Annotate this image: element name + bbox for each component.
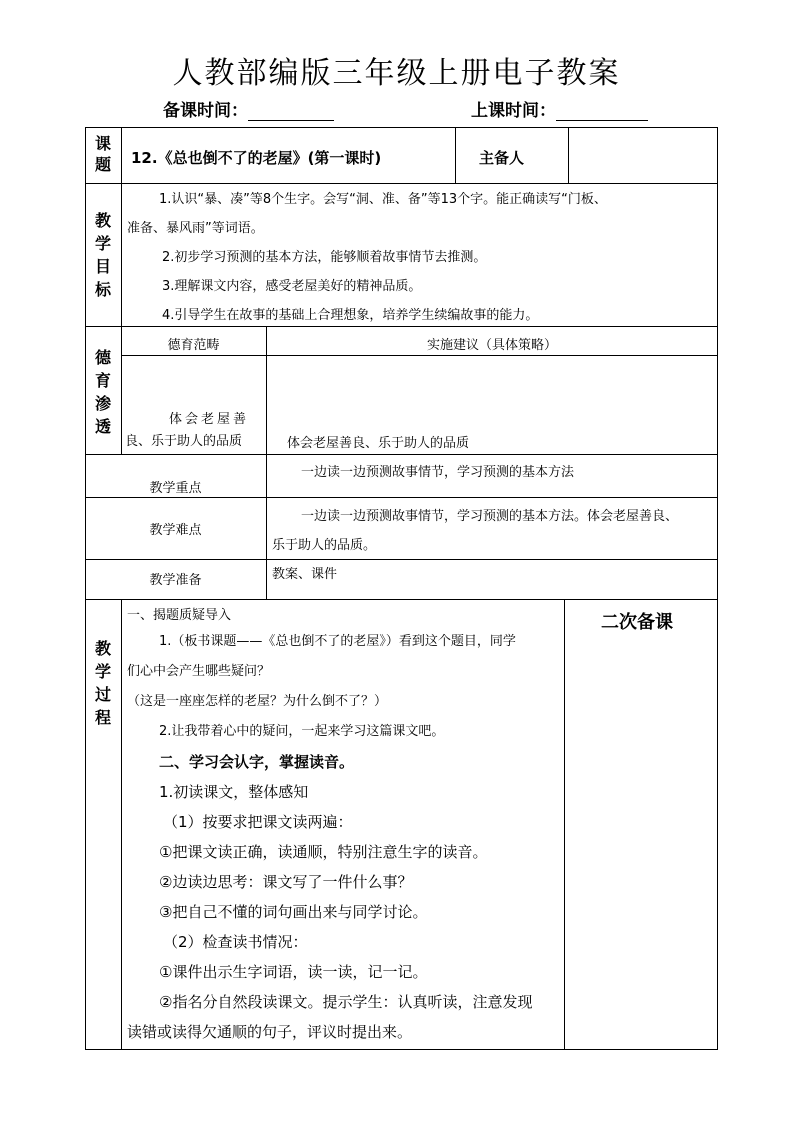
topic-label: 课 题 [94, 134, 111, 174]
goals-content [127, 185, 717, 330]
process-line: （1）按要求把课文读两遍： [163, 813, 353, 831]
process-line: （2）检查读书情况： [163, 933, 308, 951]
moral-col2-value: 体会老屋善良、乐于助人的品质 [287, 436, 470, 451]
process-line: 一、揭题质疑导入 [127, 608, 232, 623]
process-line: 读错或读得欠通顺的句子，评议时提出来。 [127, 1023, 413, 1041]
class-time-blank [556, 102, 648, 121]
document-title: 人教部编版三年级上册电子教案 [172, 56, 621, 91]
process-line: 二、学习会认字，掌握读音。 [159, 753, 355, 771]
process-line: 1.初读课文，整体感知 [159, 783, 309, 801]
goal-line: 准备、暴风雨”等词语。 [127, 221, 264, 236]
moral-col2-header: 实施建议（具体策略） [426, 338, 557, 353]
moral-col1-header: 德育范畴 [167, 338, 220, 353]
process-line: 2.让我带着心中的疑问，一起来学习这篇课文吧。 [159, 724, 445, 739]
prep-label: 教学准备 [149, 573, 202, 588]
process-content [127, 605, 561, 1047]
process-label: 教 学 过 程 [94, 639, 111, 727]
prep-time-label: 备课时间： [163, 101, 248, 121]
process-line: ③把自己不懂的词句画出来与同学讨论。 [159, 903, 428, 921]
prep-time-blank [248, 102, 334, 121]
difficult-label: 教学难点 [149, 523, 202, 538]
goal-line: 3.理解课文内容，感受老屋美好的精神品质。 [162, 279, 422, 294]
process-line: 们心中会产生哪些疑问？ [127, 664, 271, 679]
process-line: （这是一座座怎样的老屋？为什么倒不了？） [127, 694, 388, 709]
topic-value: 12.《总也倒不了的老屋》(第一课时) [131, 149, 382, 167]
owner-label: 主备人 [479, 149, 525, 167]
difficult-value: 一边读一边预测故事情节，学习预测的基本方法。体会老屋善良、 乐于助人的品质。 [272, 509, 679, 553]
goals-label: 教 学 目 标 [94, 211, 111, 299]
process-line: ①课件出示生字词语，读一读，记一记。 [159, 963, 428, 981]
goal-line: 2.初步学习预测的基本方法，能够顺着故事情节去推测。 [162, 250, 487, 265]
revision-title: 二次备课 [601, 612, 673, 633]
class-time-field [471, 96, 648, 121]
goal-line: 1.认识“暴、凑”等8个生字。会写“洞、准、备”等13个字。能正确读写“门板、 [159, 192, 607, 207]
prep-value: 教案、课件 [272, 567, 338, 582]
process-line: ②指名分自然段读课文。提示学生：认真听读，注意发现 [159, 993, 533, 1011]
process-line: ①把课文读正确，读通顺，特别注意生字的读音。 [159, 843, 488, 861]
owner-value-cell [569, 128, 717, 183]
moral-label: 德 育 渗 透 [94, 348, 111, 436]
class-time-label: 上课时间： [471, 101, 556, 121]
lesson-plan-table [85, 127, 718, 1050]
prep-time-field [163, 96, 334, 121]
process-line: 1.（板书课题——《总也倒不了的老屋》）看到这个题目，同学 [159, 634, 516, 649]
key-label: 教学重点 [149, 481, 202, 496]
goal-line: 4.引导学生在故事的基础上合理想象，培养学生续编故事的能力。 [162, 308, 539, 323]
process-line: ②边读边思考：课文写了一件什么事？ [159, 873, 413, 891]
key-value: 一边读一边预测故事情节，学习预测的基本方法 [301, 465, 575, 480]
moral-col1-value: 体会老屋善 良、乐于助人的品质 [125, 412, 250, 449]
